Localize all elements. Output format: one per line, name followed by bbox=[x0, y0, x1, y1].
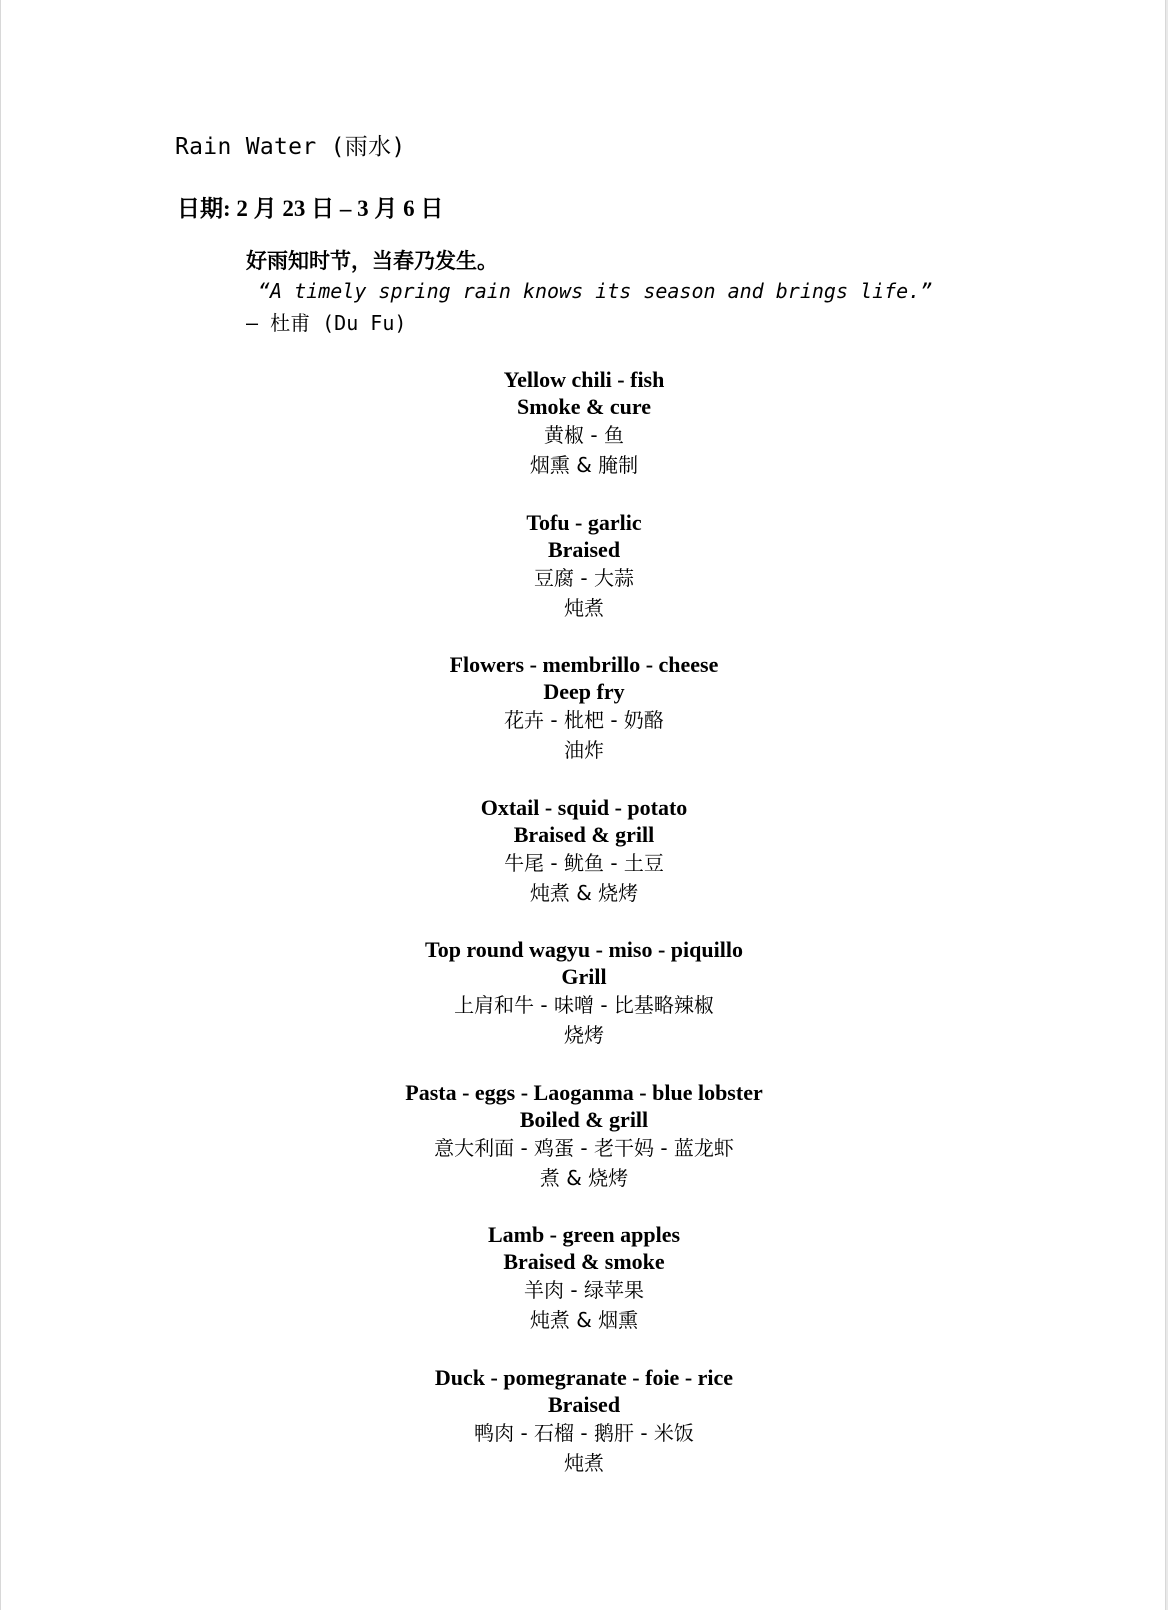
course-method-english: Braised bbox=[547, 536, 621, 562]
course-method-chinese: 炖煮 bbox=[564, 595, 604, 620]
course-dish-english: Lamb - green apples bbox=[487, 1222, 681, 1247]
course-dish-english: Oxtail - squid - potato bbox=[480, 794, 688, 820]
menu-course bbox=[1, 1221, 1167, 1364]
page-title: Rain Water (雨水) bbox=[175, 134, 406, 160]
course-method-english: Braised & smoke bbox=[503, 1249, 665, 1274]
course-dish-english: Pasta - eggs - Laoganma - blue lobster bbox=[405, 1079, 763, 1105]
course-dish-chinese: 羊肉 - 绿苹果 bbox=[524, 1278, 644, 1302]
course-method-english: Deep fry bbox=[543, 679, 625, 704]
course-method-chinese: 炖煮 & 烧烤 bbox=[529, 880, 639, 905]
poem-block bbox=[246, 248, 1106, 338]
course-method-chinese: 烟熏 & 腌制 bbox=[529, 453, 639, 477]
course-dish-chinese: 黄椒 - 鱼 bbox=[544, 423, 624, 447]
menu-course bbox=[1, 1364, 1167, 1507]
course-method-english: Braised & grill bbox=[513, 821, 655, 847]
menu-course bbox=[1, 509, 1167, 652]
menu-course bbox=[1, 366, 1167, 509]
course-method-english: Braised bbox=[547, 1391, 621, 1417]
menu-course bbox=[1, 1079, 1167, 1222]
course-dish-english: Tofu - garlic bbox=[526, 509, 642, 535]
course-dish-chinese: 牛尾 - 鱿鱼 - 土豆 bbox=[504, 850, 664, 875]
menu-course bbox=[1, 651, 1167, 794]
menu-course bbox=[1, 936, 1167, 1079]
course-dish-english: Top round wagyu - miso - piquillo bbox=[425, 937, 743, 962]
course-method-chinese: 煮 & 烧烤 bbox=[539, 1165, 629, 1190]
course-dish-english: Yellow chili - fish bbox=[503, 367, 665, 392]
tasting-menu bbox=[1, 366, 1167, 1506]
course-dish-chinese: 鸭肉 - 石榴 - 鹅肝 - 米饭 bbox=[474, 1420, 694, 1445]
poem-chinese: 好雨知时节，当春乃发生。 bbox=[246, 249, 498, 273]
course-method-english: Grill bbox=[561, 964, 607, 989]
course-method-chinese: 烧烤 bbox=[564, 1023, 604, 1047]
course-method-chinese: 炖煮 bbox=[564, 1450, 604, 1475]
course-dish-chinese: 意大利面 - 鸡蛋 - 老干妈 - 蓝龙虾 bbox=[434, 1135, 734, 1160]
course-method-english: Boiled & grill bbox=[519, 1106, 649, 1132]
menu-course bbox=[1, 794, 1167, 937]
course-dish-chinese: 上肩和牛 - 味噌 - 比基略辣椒 bbox=[454, 993, 714, 1017]
course-method-chinese: 炖煮 & 烟熏 bbox=[529, 1308, 639, 1332]
course-dish-english: Flowers - membrillo - cheese bbox=[449, 652, 719, 677]
course-dish-chinese: 花卉 - 枇杷 - 奶酪 bbox=[504, 708, 664, 732]
poem-english: “A timely spring rain knows its season and brings life.” bbox=[258, 279, 933, 303]
poem-author: — 杜甫 (Du Fu) bbox=[246, 311, 407, 335]
course-method-chinese: 油炸 bbox=[564, 738, 604, 762]
date-range: 日期: 2 月 23 日 – 3 月 6 日 bbox=[177, 196, 444, 221]
course-dish-chinese: 豆腐 - 大蒜 bbox=[534, 565, 634, 590]
course-method-english: Smoke & cure bbox=[516, 394, 652, 419]
course-dish-english: Duck - pomegranate - foie - rice bbox=[434, 1364, 734, 1390]
